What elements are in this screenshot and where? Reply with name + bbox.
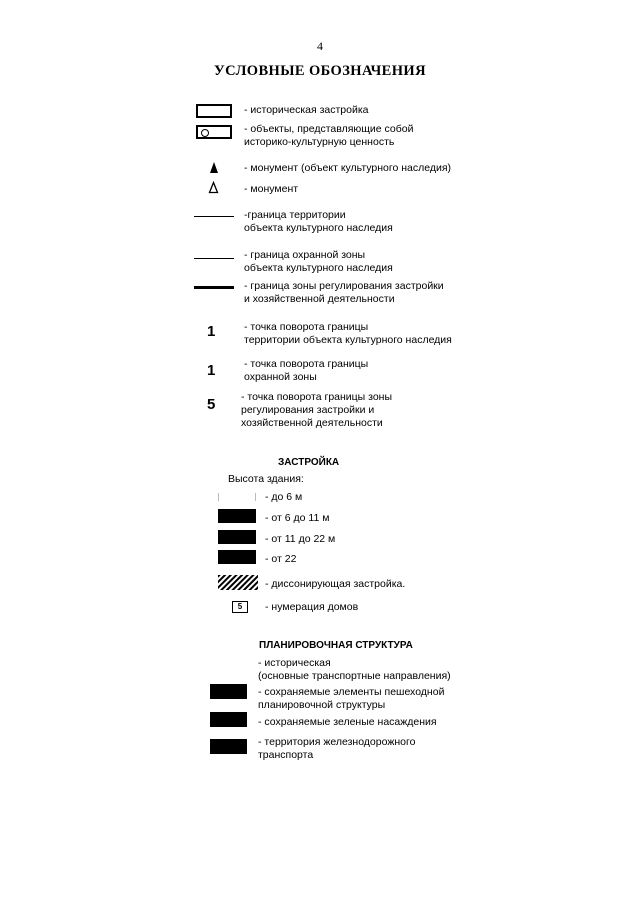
green-swatch: [210, 712, 247, 727]
territory-boundary-label-1: -граница территории: [244, 209, 346, 221]
building-height-label: Высота здания:: [228, 473, 304, 485]
protection-point-symbol: 1: [207, 362, 216, 379]
pedestrian-swatch: [210, 684, 247, 699]
building-heading: ЗАСТРОЙКА: [278, 457, 340, 468]
regulation-point-label-3: хозяйственной деятельности: [241, 417, 383, 429]
territory-point-label-1: - точка поворота границы: [244, 321, 369, 333]
territory-boundary-label-2: объекта культурного наследия: [244, 222, 393, 234]
regulation-zone-label-1: - граница зоны регулирования застройки: [244, 280, 444, 292]
planning-historic-label-1: - историческая: [258, 657, 331, 669]
railway-label-1: - территория железнодорожного: [258, 736, 416, 748]
regulation-zone-line: [194, 286, 234, 289]
heritage-objects-label-2: историко-культурную ценность: [244, 136, 395, 148]
height-level-3-label: - от 11 до 22 м: [265, 533, 336, 545]
circle-icon: [201, 129, 209, 137]
monument-label: - монумент: [244, 183, 299, 195]
planning-heading: ПЛАНИРОВОЧНАЯ СТРУКТУРА: [259, 640, 413, 651]
regulation-point-label-2: регулирования застройки и: [241, 404, 375, 416]
height-6-11-swatch: [218, 509, 256, 523]
regulation-zone-label-2: и хозяйственной деятельности: [244, 293, 395, 305]
protection-point-label-1: - точка поворота границы: [244, 358, 369, 370]
height-level-4-label: - от 22: [265, 553, 297, 565]
protection-zone-line: [194, 258, 234, 259]
height-level-1-label: - до 6 м: [265, 491, 303, 503]
heritage-object-symbol: [196, 125, 232, 139]
house-numbering-label: - нумерация домов: [265, 601, 359, 613]
pedestrian-label-1: - сохраняемые элементы пешеходной: [258, 686, 445, 698]
height-over-22-swatch: [218, 550, 256, 564]
railway-swatch: [210, 739, 247, 754]
planning-historic-label-2: (основные транспортные направления): [258, 670, 451, 682]
protection-point-label-2: охранной зоны: [244, 371, 317, 383]
height-up-to-6-swatch: [218, 491, 256, 502]
historic-building-label: - историческая застройка: [244, 104, 369, 116]
green-label: - сохраняемые зеленые насаждения: [258, 716, 437, 728]
dissonant-hatch-swatch: [218, 575, 258, 590]
territory-boundary-line: [194, 216, 234, 217]
protection-zone-label-2: объекта культурного наследия: [244, 262, 393, 274]
territory-point-symbol: 1: [207, 323, 216, 340]
height-11-22-swatch: [218, 530, 256, 544]
monument-outline-icon: [208, 181, 219, 194]
height-level-2-label: - от 6 до 11 м: [265, 512, 330, 524]
regulation-point-symbol: 5: [207, 396, 216, 413]
dissonant-label: - диссонирующая застройка.: [265, 578, 406, 590]
page-title: УСЛОВНЫЕ ОБОЗНАЧЕНИЯ: [214, 63, 426, 79]
protection-zone-label-1: - граница охранной зоны: [244, 249, 366, 261]
house-number-icon: 5: [232, 601, 248, 613]
monument-filled-icon: [209, 161, 219, 174]
pedestrian-label-2: планировочной структуры: [258, 699, 386, 711]
historic-building-symbol: [196, 104, 232, 118]
territory-point-label-2: территории объекта культурного наследия: [244, 334, 452, 346]
monument-heritage-label: - монумент (объект культурного наследия): [244, 162, 452, 174]
heritage-objects-label-1: - объекты, представляющие собой: [244, 123, 414, 135]
railway-label-2: транспорта: [258, 749, 314, 761]
regulation-point-label-1: - точка поворота границы зоны: [241, 391, 393, 403]
page-number: 4: [317, 39, 323, 53]
